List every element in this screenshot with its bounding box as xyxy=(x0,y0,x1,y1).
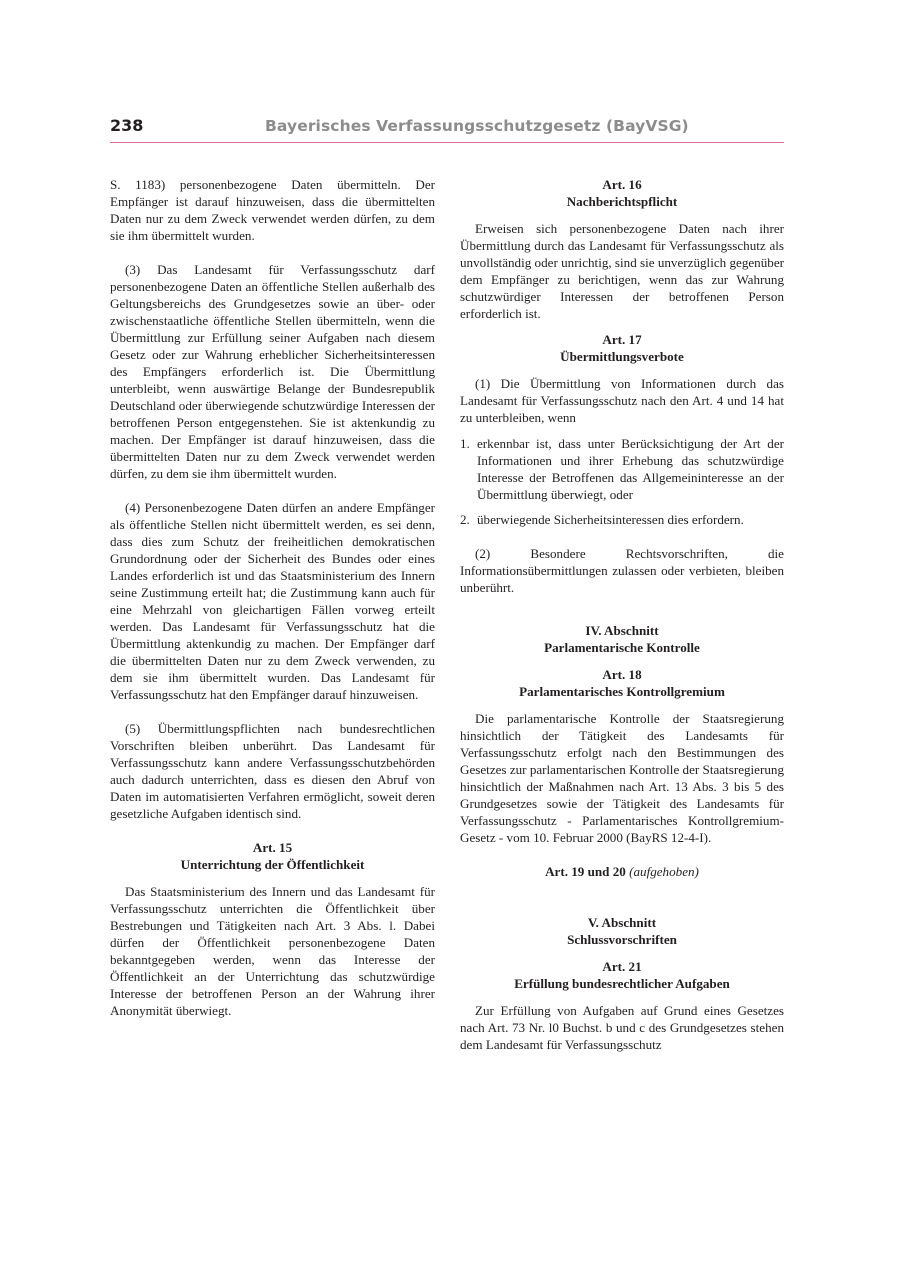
art-17-paragraph-2: (2) Besondere Rechtsvorschriften, die Informationsübermittlungen zulassen oder verbieten, bleiben unberührt. xyxy=(460,546,784,595)
art-17-list xyxy=(460,435,784,528)
art-18-number: Art. 18 xyxy=(602,667,642,682)
list-item xyxy=(460,435,784,503)
list-item-number: 2. xyxy=(460,512,470,527)
art-15-heading xyxy=(110,839,435,873)
list-item-text: überwiegende Sicherheitsinteressen dies erfordern. xyxy=(477,512,744,527)
running-title: Bayerisches Verfassungsschutzgesetz (BayVSG) xyxy=(265,117,689,135)
art-21-text: Zur Erfüllung von Aufgaben auf Grund eines Gesetzes nach Art. 73 Nr. l0 Buchst. b und c des Grundgesetzes stehen dem Landesamt für Verfassungsschutz xyxy=(460,1003,784,1052)
paragraph-5: (5) Übermittlungspflichten nach bundesrechtlichen Vorschriften bleiben unberührt. Das Landesamt für Verfassungsschutz kann andere Verfassungsschutzbehörden auch dadurch unterrichten, dass es diesen den Abruf von Daten im automatisierten Verfahren ermöglicht, soweit deren gesetzliche Aufgaben identisch sind. xyxy=(110,721,435,821)
art-18-heading xyxy=(460,666,784,700)
art-17-heading xyxy=(460,331,784,365)
art-21-title: Erfüllung bundesrechtlicher Aufgaben xyxy=(514,976,730,991)
art-19-20-heading xyxy=(460,863,784,880)
right-column xyxy=(460,176,784,1053)
page-number: 238 xyxy=(110,116,144,135)
art-17-title: Übermittlungsverbote xyxy=(560,349,684,364)
list-item-number: 1. xyxy=(460,436,470,451)
section-4-number: IV. Abschnitt xyxy=(585,623,659,638)
art-18-title: Parlamentarisches Kontrollgremium xyxy=(519,684,725,699)
art-15-number: Art. 15 xyxy=(252,840,293,855)
art-18-text: Die parlamentarische Kontrolle der Staatsregierung hinsichtlich der Tätigkeit des Landesamts für Verfassungsschutz erfolgt nach den Bestimmungen des Gesetzes zur parlamentarischen Kontrolle der Staatsregierung hinsichtlich der Maßnahmen nach Art. 13 Abs. 3 bis 5 des Grundgesetzes sowie der Tätigkeit des Landesamts für Verfassungsschutz - Parlamentarisches Kontrollgremium-Gesetz - vom 10. Februar 2000 (BayRS 12-4-I). xyxy=(460,711,784,845)
art-15-title: Unterrichtung der Öffentlichkeit xyxy=(180,857,365,872)
art-15-text: Das Staatsministerium des Innern und das Landesamt für Verfassungsschutz unterrichten die Öffentlichkeit über Bestrebungen und Tätigkeiten nach Art. 3 Abs. l. Dabei dürfen der Öffentlichkeit personenbezogene Daten bekanntgegeben werden, wenn das Interesse der Öffentlichkeit an der Unterrichtung das schutzwürdige Interesse der betroffenen Person an der Wahrung ihrer Anonymität überwiegt. xyxy=(110,884,435,1018)
section-5-number: V. Abschnitt xyxy=(587,915,657,930)
art-19-20-note: (aufgehoben) xyxy=(629,864,699,879)
art-17-paragraph-1: (1) Die Übermittlung von Informationen durch das Landesamt für Verfassungsschutz nach den Art. 4 und 14 hat zu unterbleiben, wenn xyxy=(460,376,784,425)
art-16-number: Art. 16 xyxy=(602,177,642,192)
paragraph-4: (4) Personenbezogene Daten dürfen an andere Empfänger als öffentliche Stellen nicht übermittelt werden, es sei denn, dass dies zum Schutz der freiheitlichen demokratischen Grundordnung oder der Sicherheit des Bundes oder eines Landes erforderlich ist und das Staatsministerium des Innern seine Zustimmung erteilt hat; die Zustimmung kann auch für eine Mehrzahl von gleichartigen Fällen vorweg erteilt werden. Das Landesamt für Verfassungsschutz hat die Übermittlung aktenkundig zu machen. Der Empfänger darf die übermittelten Daten nur zu dem Zweck verwenden, zu dem sie ihm übermittelt wurden. Das Landesamt für Verfassungsschutz hat den Empfänger darauf hinzuweisen. xyxy=(110,500,435,702)
section-5-heading xyxy=(460,914,784,948)
art-16-title: Nachberichtspflicht xyxy=(566,194,678,209)
art-17-number: Art. 17 xyxy=(602,332,642,347)
page-header xyxy=(110,114,784,143)
section-4-title: Parlamentarische Kontrolle xyxy=(544,640,700,655)
list-item xyxy=(460,511,784,528)
art-16-text: Erweisen sich personenbezogene Daten nach ihrer Übermittlung durch das Landesamt für Verfassungsschutz als unvollständig oder unrichtig, sind sie unverzüglich gegenüber dem Empfänger zu berichtigen, wenn das zur Wahrung schutzwürdiger Interessen der betroffenen Person erforderlich ist. xyxy=(460,221,784,321)
paragraph-3: (3) Das Landesamt für Verfassungsschutz darf personenbezogene Daten an öffentliche Stellen außerhalb des Geltungsbereichs des Grundgesetzes sowie an über- oder zwischenstaatliche öffentliche Stellen übermitteln, wenn die Übermittlung zur Erfüllung seiner Aufgaben nach diesem Gesetz oder zur Wahrung erheblicher Sicherheitsinteressen des Empfängers erforderlich ist. Die Übermittlung unterbleibt, wenn auswärtige Belange der Bundesrepublik Deutschland oder überwiegende schutzwürdige Interessen der betroffenen Person entgegenstehen. Sie ist aktenkundig zu machen. Der Empfänger ist darauf hinzuweisen, dass die übermittelten Daten nur zu dem Zweck verwendet werden dürfen, zu dem sie ihm übermittelt wurden. xyxy=(110,262,435,481)
paragraph-continuation: S. 1183) personenbezogene Daten übermitteln. Der Empfänger ist darauf hinzuweisen, dass die übermittelten Daten nur zu dem Zweck verwendet werden dürfen, zu dem sie ihm übermittelt wurden. xyxy=(110,177,435,243)
art-21-heading xyxy=(460,958,784,992)
left-column xyxy=(110,176,435,1019)
art-16-heading xyxy=(460,176,784,210)
art-21-number: Art. 21 xyxy=(602,959,642,974)
list-item-text: erkennbar ist, dass unter Berücksichtigung der Art der Informationen und ihrer Erhebung das schutzwürdige Interesse der Betroffenen das Allgemeininteresse an der Übermittlung überwiegt, oder xyxy=(477,436,784,502)
section-4-heading xyxy=(460,622,784,656)
art-19-20-label: Art. 19 und 20 xyxy=(545,864,626,879)
section-5-title: Schlussvorschriften xyxy=(567,932,677,947)
